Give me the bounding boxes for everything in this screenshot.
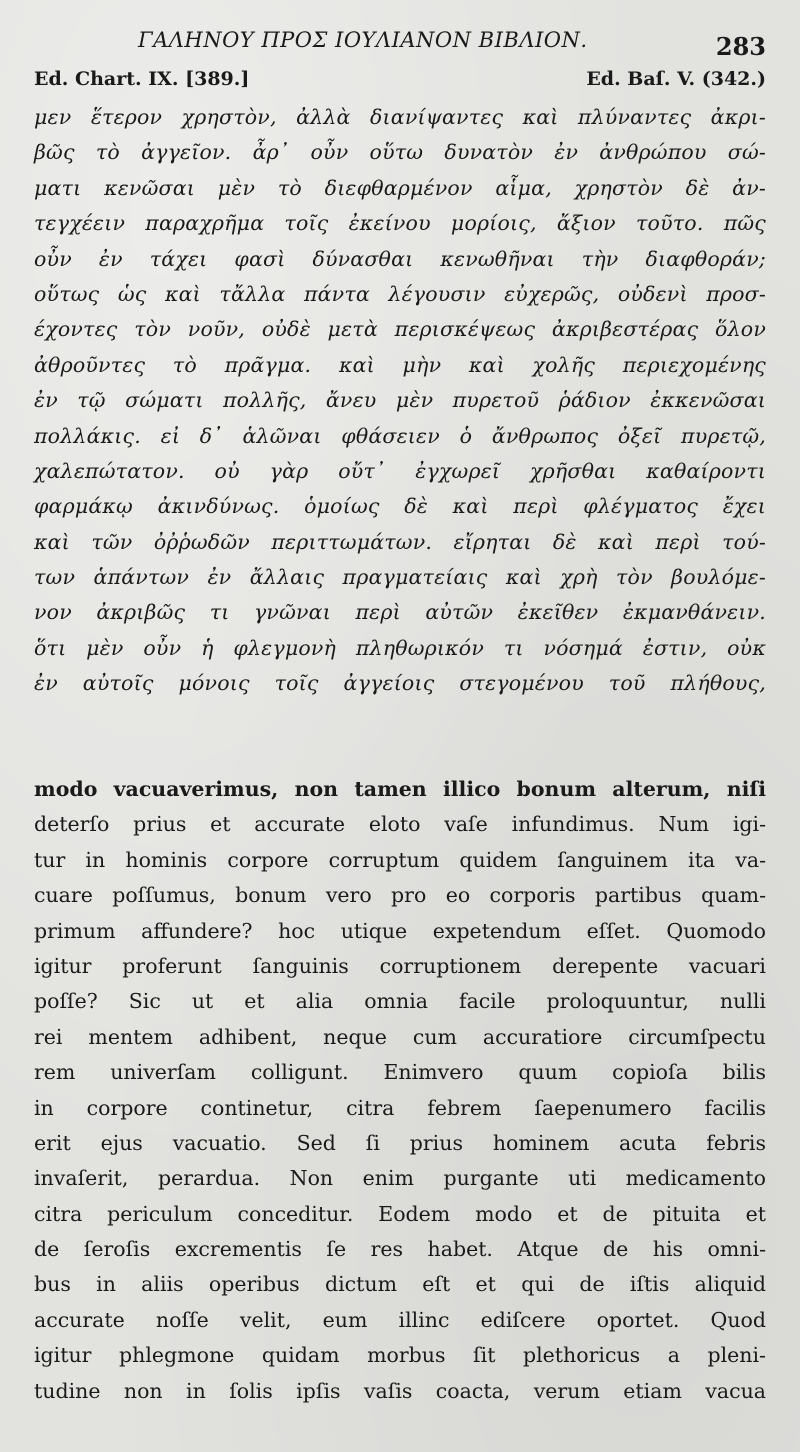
latin-text-line: cuare poſſumus, bonum vero pro eo corporis partibus quam-: [34, 883, 766, 908]
latin-text-line: rem univerſam colligunt. Enimvero quum copioſa bilis: [34, 1060, 766, 1085]
greek-text-line: έχοντες τὸν νοῦν, οὐδὲ μετὰ περισκέψεως ἀκριβεστέρας ὅλον: [34, 317, 766, 342]
latin-text-line: accurate noſſe velit, eum illinc ediſcere oportet. Quod: [34, 1307, 766, 1332]
greek-text-line: ὅτι μὲν οὖν ἡ φλεγμονὴ πληθωρικόν τι νόσημά ἐστιν, οὐκ: [34, 635, 766, 660]
greek-text-line: φαρμάκῳ ἀκινδύνως. ὁμοίως δὲ καὶ περὶ φλέγματος ἔχει: [34, 494, 766, 519]
greek-text-line: των ἁπάντων ἐν ἄλλαις πραγματείαις καὶ χρὴ τὸν βουλόμε-: [34, 565, 766, 590]
edition-basel-reference: Ed. Baſ. V. (342.): [586, 68, 766, 90]
greek-text-line: πολλάκις. εἰ δ᾽ ἁλῶναι φθάσειεν ὁ ἄνθρωπος ὀξεῖ πυρετῷ,: [34, 423, 766, 448]
greek-text-line: ἐν τῷ σώματι πολλῆς, ἄνευ μὲν πυρετοῦ ῥάδιον ἐκκενῶσαι: [34, 388, 766, 413]
latin-text-line: modo vacuaverimus, non tamen illico bonum alterum, niſi: [34, 777, 766, 801]
latin-text-line: poſſe? Sic ut et alia omnia facile proloquuntur, nulli: [34, 989, 766, 1014]
greek-text-line: τεγχέειν παραχρῆμα τοῖς ἐκείνου μορίοις, ἄξιον τοῦτο. πῶς: [34, 211, 766, 236]
edition-chartier-reference: Ed. Chart. IX. [389.]: [34, 68, 250, 90]
latin-text-line: de ſeroſis excrementis ſe res habet. Atque de his omni-: [34, 1237, 766, 1262]
greek-text-line: μεν ἕτερον χρηστὸν, ἀλλὰ διανίψαντες καὶ πλύναντες ἀκρι-: [34, 105, 766, 129]
latin-text-line: tudine non in ſolis ipſis vaſis coacta, verum etiam vacua: [34, 1378, 766, 1403]
latin-text-line: rei mentem adhibent, neque cum accuratiore circumſpectu: [34, 1024, 766, 1049]
latin-text-line: in corpore continetur, citra febrem ſaepenumero facilis: [34, 1095, 766, 1120]
greek-text-line: χαλεπώτατον. οὐ γὰρ οὔτ᾽ ἐγχωρεῖ χρῆσθαι καθαίροντι: [34, 458, 766, 483]
latin-text-line: invaſerit, perardua. Non enim purgante uti medicamento: [34, 1166, 766, 1191]
greek-text-line: οὖν ἐν τάχει φασὶ δύνασθαι κενωθῆναι τὴν διαφθοράν;: [34, 246, 766, 271]
greek-text-block: [34, 100, 766, 702]
latin-text-line: deterſo prius et accurate eloto vaſe infundimus. Num igi-: [34, 812, 766, 837]
edition-reference-line: [34, 68, 766, 98]
latin-text-line: igitur proferunt ſanguinis corruptionem derepente vacuari: [34, 953, 766, 978]
latin-text-line: erit ejus vacuatio. Sed ſi prius hominem acuta febris: [34, 1130, 766, 1155]
greek-text-line: βῶς τὸ ἀγγεῖον. ἆρ᾽ οὖν οὕτω δυνατὸν ἐν ἀνθρώπου σώ-: [34, 140, 766, 165]
greek-text-line: ἐν αὐτοῖς μόνοις τοῖς ἀγγείοις στεγομένου τοῦ πλήθους,: [34, 671, 766, 696]
latin-text-line: igitur phlegmone quidam morbus ſit plethoricus a pleni-: [34, 1343, 766, 1368]
running-title: ΓΑΛΗΝΟΥ ΠΡΟΣ ΙΟΥΛΙΑΝΟΝ ΒΙΒΛΙΟΝ.: [138, 28, 588, 52]
running-head: [0, 28, 800, 62]
greek-text-line: ἀθροῦντες τὸ πρᾶγμα. καὶ μὴν καὶ χολῆς περιεχομένης: [34, 352, 766, 377]
greek-text-line: καὶ τῶν ὀῤῥωδῶν περιττωμάτων. εἴρηται δὲ καὶ περὶ τού-: [34, 529, 766, 554]
latin-text-line: citra periculum conceditur. Eodem modo et de pituita et: [34, 1201, 766, 1226]
greek-text-line: νον ἀκριβῶς τι γνῶναι περὶ αὐτῶν ἐκεῖθεν ἐκμανθάνειν.: [34, 600, 766, 625]
greek-text-line: οὕτως ὡς καὶ τἄλλα πάντα λέγουσιν εὐχερῶς, οὐδενὶ προσ-: [34, 281, 766, 306]
page-number: 283: [715, 32, 766, 61]
latin-text-line: bus in aliis operibus dictum eſt et qui de iſtis aliquid: [34, 1272, 766, 1297]
latin-text-line: primum affundere? hoc utique expetendum eſſet. Quomodo: [34, 918, 766, 943]
latin-text-line: tur in hominis corpore corruptum quidem ſanguinem ita va-: [34, 847, 766, 872]
latin-translation-block: [34, 772, 766, 1409]
greek-text-line: ματι κενῶσαι μὲν τὸ διεφθαρμένον αἷμα, χρηστὸν δὲ ἀν-: [34, 175, 766, 200]
